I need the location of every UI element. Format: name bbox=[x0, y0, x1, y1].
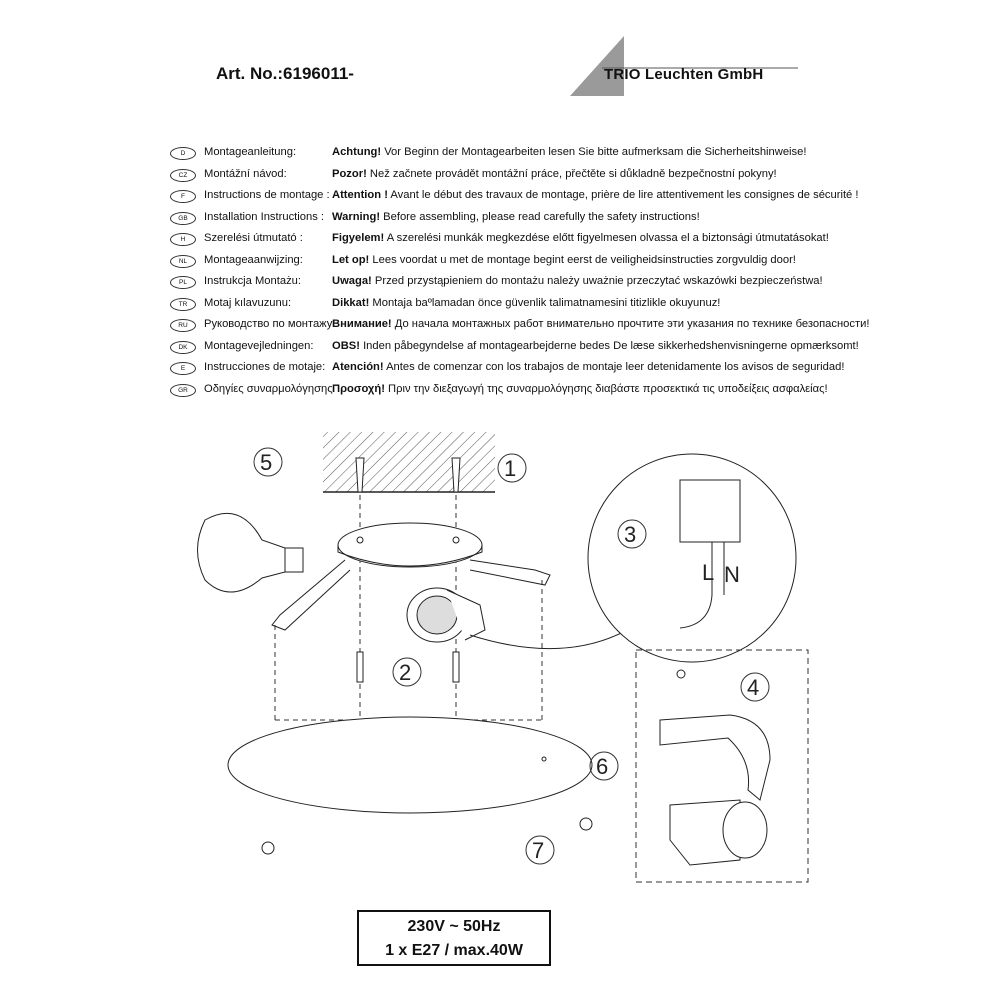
step-number-2: 2 bbox=[399, 660, 412, 685]
instruction-row bbox=[170, 361, 860, 383]
article-number: Art. No.:6196011- bbox=[216, 64, 354, 83]
instruction-text bbox=[332, 189, 859, 201]
instruction-text bbox=[332, 340, 859, 352]
instruction-text bbox=[332, 232, 829, 244]
lamp-socket bbox=[407, 588, 485, 642]
light-bulb bbox=[198, 513, 304, 592]
warning-text: A szerelési munkák megkezdése előtt figyelmesen olvassa el a biztonsági útmutatásokat! bbox=[384, 232, 829, 244]
instruction-label: Motaj kılavuzunu: bbox=[204, 296, 292, 309]
warning-word: Uwaga! bbox=[332, 275, 372, 287]
instruction-text bbox=[332, 254, 796, 266]
instruction-row bbox=[170, 146, 860, 168]
warning-text: Lees voordat u met de montage begint eerst de veiligheidsinstructies zorgvuldig door! bbox=[369, 253, 796, 266]
language-code-badge: GB bbox=[170, 212, 196, 225]
language-code-badge: CZ bbox=[170, 169, 196, 182]
language-code-badge: DK bbox=[170, 341, 196, 354]
warning-text: Πριν την διεξαγωγή της συναρμολόγησης διαβάστε προσεκτικά τις υποδείξεις ασφαλείας! bbox=[384, 382, 828, 395]
warning-text: До начала монтажных работ внимательно прочтите эти указания по технике безопасности! bbox=[391, 318, 870, 330]
instruction-row bbox=[170, 297, 860, 319]
instruction-text bbox=[332, 275, 823, 287]
assembly-diagram bbox=[0, 420, 1000, 900]
warning-word: Achtung! bbox=[332, 146, 382, 158]
warning-word: Warning! bbox=[332, 210, 381, 223]
warning-word: Προσοχή! bbox=[332, 382, 385, 395]
language-code-badge: TR bbox=[170, 298, 196, 311]
wire-label-l: L bbox=[702, 560, 715, 585]
language-code-badge: PL bbox=[170, 276, 196, 289]
instruction-text bbox=[332, 318, 869, 330]
warning-word: Let op! bbox=[332, 253, 370, 266]
instruction-text bbox=[332, 168, 777, 180]
warning-text: Než začnete provádět montážní práce, přečtěte si důkladně bezpečnostní pokyny! bbox=[366, 167, 777, 180]
instruction-row bbox=[170, 189, 860, 211]
warning-text: Vor Beginn der Montagearbeiten lesen Sie bitte aufmerksam die Sicherheitshinweise! bbox=[381, 146, 807, 158]
instruction-row bbox=[170, 383, 860, 405]
mounting-plate bbox=[338, 523, 482, 567]
instruction-row bbox=[170, 275, 860, 297]
instruction-label: Montážní návod: bbox=[204, 167, 287, 180]
language-code-badge: GR bbox=[170, 384, 196, 397]
instruction-text bbox=[332, 297, 720, 309]
step-number-6: 6 bbox=[596, 754, 609, 779]
warning-word: OBS! bbox=[332, 339, 360, 352]
warning-text: Avant le début des travaux de montage, prière de lire attentivement les consignes de sécurité ! bbox=[387, 189, 859, 201]
language-code-badge: NL bbox=[170, 255, 196, 268]
step-number-1: 1 bbox=[504, 456, 517, 481]
instructions-list bbox=[170, 146, 870, 404]
instruction-row bbox=[170, 254, 860, 276]
instruction-label: Instrukcja Montażu: bbox=[204, 275, 302, 287]
company-name: TRIO Leuchten GmbH bbox=[604, 66, 764, 83]
instruction-text bbox=[332, 361, 844, 373]
warning-word: Pozor! bbox=[332, 167, 367, 180]
step-number-4: 4 bbox=[747, 675, 760, 700]
warning-text: Inden påbegyndelse af montagearbejderne bedes De læse sikkerhedshenvisningerne opmærksomt! bbox=[359, 339, 859, 352]
instruction-row bbox=[170, 211, 860, 233]
warning-word: Atención! bbox=[332, 361, 384, 373]
instruction-text bbox=[332, 146, 806, 158]
glass-shade bbox=[228, 717, 592, 813]
language-code-badge: F bbox=[170, 190, 196, 203]
warning-text: Montaja baºlamadan önce güvenlik talimatnamesini titizlikle okuyunuz! bbox=[369, 296, 721, 309]
instruction-label: Montagevejledningen: bbox=[204, 339, 314, 352]
step-number-3: 3 bbox=[624, 522, 637, 547]
instruction-label: Szerelési útmutató : bbox=[204, 232, 303, 244]
step-number-7: 7 bbox=[532, 838, 545, 863]
warning-word: Dikkat! bbox=[332, 296, 370, 309]
language-code-badge: D bbox=[170, 147, 196, 160]
detail-circle-wiring bbox=[588, 454, 796, 662]
ceiling bbox=[323, 432, 495, 492]
instruction-label: Οδηγίες συναρμολόγησης bbox=[204, 382, 333, 395]
instruction-label: Instructions de montage : bbox=[204, 189, 330, 201]
instruction-text bbox=[332, 383, 828, 395]
instruction-row bbox=[170, 232, 860, 254]
instruction-label: Montageaanwijzing: bbox=[204, 253, 303, 266]
spec-bulb: 1 x E27 / max.40W bbox=[385, 942, 523, 959]
step-number-5: 5 bbox=[260, 450, 273, 475]
warning-word: Attention ! bbox=[332, 189, 388, 201]
language-code-badge: E bbox=[170, 362, 196, 375]
warning-text: Antes de comenzar con los trabajos de montaje leer detenidamente los avisos de seguridad! bbox=[383, 361, 845, 373]
spec-voltage: 230V ~ 50Hz bbox=[407, 918, 501, 935]
detail-box-cover bbox=[636, 650, 808, 882]
electrical-spec-box bbox=[357, 910, 551, 966]
instruction-label: Instrucciones de motaje: bbox=[204, 361, 326, 373]
language-code-badge: RU bbox=[170, 319, 196, 332]
warning-text: Przed przystąpieniem do montażu należy uważnie przeczytać wskazówki bezpieczeństwa! bbox=[371, 275, 823, 287]
instruction-text bbox=[332, 211, 700, 223]
language-code-badge: H bbox=[170, 233, 196, 246]
instruction-label: Installation Instructions : bbox=[204, 210, 325, 223]
wire-label-n: N bbox=[724, 562, 740, 587]
warning-word: Внимание! bbox=[332, 318, 392, 330]
instruction-row bbox=[170, 168, 860, 190]
instruction-row bbox=[170, 340, 860, 362]
instruction-label: Montageanleitung: bbox=[204, 146, 297, 158]
instruction-row bbox=[170, 318, 870, 340]
warning-word: Figyelem! bbox=[332, 232, 385, 244]
warning-text: Before assembling, please read carefully the safety instructions! bbox=[380, 210, 700, 223]
instruction-label: Руководство по монтажу: bbox=[204, 318, 336, 330]
